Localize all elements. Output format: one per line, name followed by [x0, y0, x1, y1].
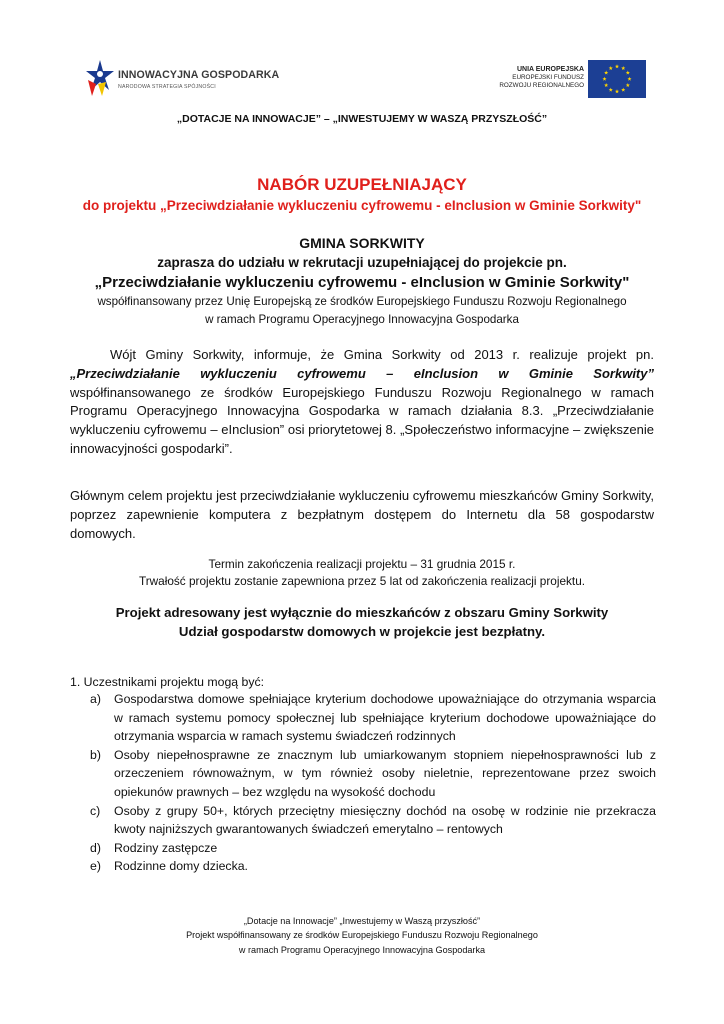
- footer-line1: „Dotacje na Innowacje” „Inwestujemy w Waszą przyszłość”: [243, 916, 481, 926]
- list-item-marker: a): [90, 692, 101, 706]
- target-audience-line: Projekt adresowany jest wyłącznie do mieszkańców z obszaru Gminy Sorkwity: [115, 605, 609, 620]
- list-item-text: Rodzinne domy dziecka.: [114, 859, 248, 874]
- participants-heading: 1. Uczestnikami projektu mogą być:: [70, 675, 265, 689]
- cofinancing-line: współfinansowany przez Unię Europejską ze środków Europejskiego Funduszu Rozwoju Regionalnego: [97, 295, 627, 308]
- header-motto: „DOTACJE NA INNOWACJE” – „INWESTUJEMY W WASZĄ PRZYSZŁOŚĆ”: [176, 113, 548, 125]
- list-item-marker: b): [90, 747, 101, 762]
- page-footer: [0, 914, 724, 957]
- intro-paragraph: [70, 346, 654, 459]
- list-item-text: Osoby z grupy 50+, których przeciętny miesięczny dochód na osobę w rodzinie nie przekracza kwoty najniższych gwarantowanych świadczeń emerytalno – rentowych: [114, 803, 656, 837]
- eu-star-icon: [615, 64, 619, 68]
- eu-star-icon: [626, 71, 630, 75]
- invitation-line: zaprasza do udziału w rekrutacji uzupełniającej do projekcie pn.: [157, 255, 567, 270]
- list-item-text: Rodziny zastępcze: [114, 840, 218, 855]
- eu-star-icon: [604, 83, 608, 87]
- deadline-line: Termin zakończenia realizacji projektu – 31 grudnia 2015 r.: [208, 557, 516, 571]
- eu-star-icon: [615, 89, 619, 93]
- list-item-text: Osoby niepełnosprawne ze znacznym lub umiarkowanym stopniem niepełnosprawności lub z orzeczeniem równoważnym, w tym również osoby nieletnie, reprezentowane przez swoich opiekunów prawnych – bez względu na wysokość dochodu: [114, 747, 656, 799]
- eu-star-icon: [627, 77, 631, 81]
- goal-paragraph: Głównym celem projektu jest przeciwdziałanie wykluczeniu cyfrowemu mieszkańców Gminy Sorkwity, poprzez zapewnienie komputera z bezpłatnym dostępem do Internetu dla 58 gospodarstw domowych.: [70, 488, 654, 541]
- list-item: [90, 746, 656, 802]
- document-title: NABÓR UZUPEŁNIAJĄCY: [257, 175, 467, 194]
- list-item: [90, 857, 656, 876]
- list-item-text: Gospodarstwa domowe spełniające kryterium dochodowe upoważniające do otrzymania wsparcia w ramach systemu pomocy społecznej lub spełniające kryterium dochodowe upoważniające do otrzymania wsparcia w ramach systemu świadczeń rodzinnych: [114, 692, 656, 744]
- intro-paragraph-part1: Wójt Gminy Sorkwity, informuje, że Gmina Sorkwity od 2013 r. realizuje projekt pn.: [110, 347, 654, 362]
- ue-logo-line3: ROZWOJU REGIONALNEGO: [499, 82, 584, 89]
- ig-logo-subtitle: NARODOWA STRATEGIA SPÓJNOŚCI: [118, 84, 216, 90]
- list-item: [90, 839, 656, 858]
- eu-flag-icon: [588, 60, 646, 98]
- intro-paragraph-project-title: „Przeciwdziałanie wykluczeniu cyfrowemu – eInclusion w Gminie Sorkwity”: [70, 365, 654, 381]
- eu-star-icon: [621, 66, 625, 70]
- list-item: [90, 802, 656, 839]
- ue-logo-line2: EUROPEJSKI FUNDUSZ: [512, 74, 584, 81]
- ue-logo-text: [499, 65, 584, 90]
- participants-list: [90, 690, 656, 876]
- footer-line2: Projekt współfinansowany ze środków Europejskiego Funduszu Rozwoju Regionalnego: [186, 930, 538, 941]
- ig-logo-title: INNOWACYJNA GOSPODARKA: [118, 69, 280, 81]
- document-subtitle: do projektu „Przeciwdziałanie wykluczeniu cyfrowemu - eInclusion w Gminie Sorkwity": [82, 198, 642, 213]
- program-line: w ramach Programu Operacyjnego Innowacyjna Gospodarka: [205, 313, 519, 326]
- gmina-heading: GMINA SORKWITY: [299, 235, 425, 251]
- eu-star-icon: [604, 71, 608, 75]
- unia-europejska-logo: [480, 60, 646, 100]
- eu-star-icon: [621, 88, 625, 92]
- eu-star-icon: [602, 77, 606, 81]
- innowacyjna-gospodarka-logo: [84, 58, 304, 104]
- list-item: [90, 690, 656, 746]
- eu-star-icon: [609, 66, 613, 70]
- eu-star-icon: [609, 88, 613, 92]
- footer-line3: w ramach Programu Operacyjnego Innowacyjna Gospodarka: [238, 944, 486, 955]
- intro-paragraph-part2: współfinansowanego ze środków Europejskiego Funduszu Rozwoju Regionalnego w ramach Programu Operacyjnego Innowacyjna Gospodarka w ramach działania 8.3. „Przeciwdziałanie wykluczeniu cyfrowemu – eInclusion” osi priorytetowej 8. „Społeczeństwo informacyjne – zwiększenie innowacyjności gospodarki”.: [70, 384, 654, 456]
- list-item-marker: d): [90, 840, 101, 855]
- ig-star-icon: [84, 58, 116, 98]
- ue-logo-line1: UNIA EUROPEJSKA: [516, 66, 584, 73]
- eu-star-icon: [626, 83, 630, 87]
- project-name: „Przeciwdziałanie wykluczeniu cyfrowemu - eInclusion w Gminie Sorkwity": [94, 274, 630, 291]
- free-participation-line: Udział gospodarstw domowych w projekcie jest bezpłatny.: [178, 624, 546, 639]
- list-item-marker: c): [90, 803, 101, 818]
- durability-line: Trwałość projektu zostanie zapewniona przez 5 lat od zakończenia realizacji projektu.: [138, 574, 586, 588]
- list-item-marker: e): [90, 859, 101, 874]
